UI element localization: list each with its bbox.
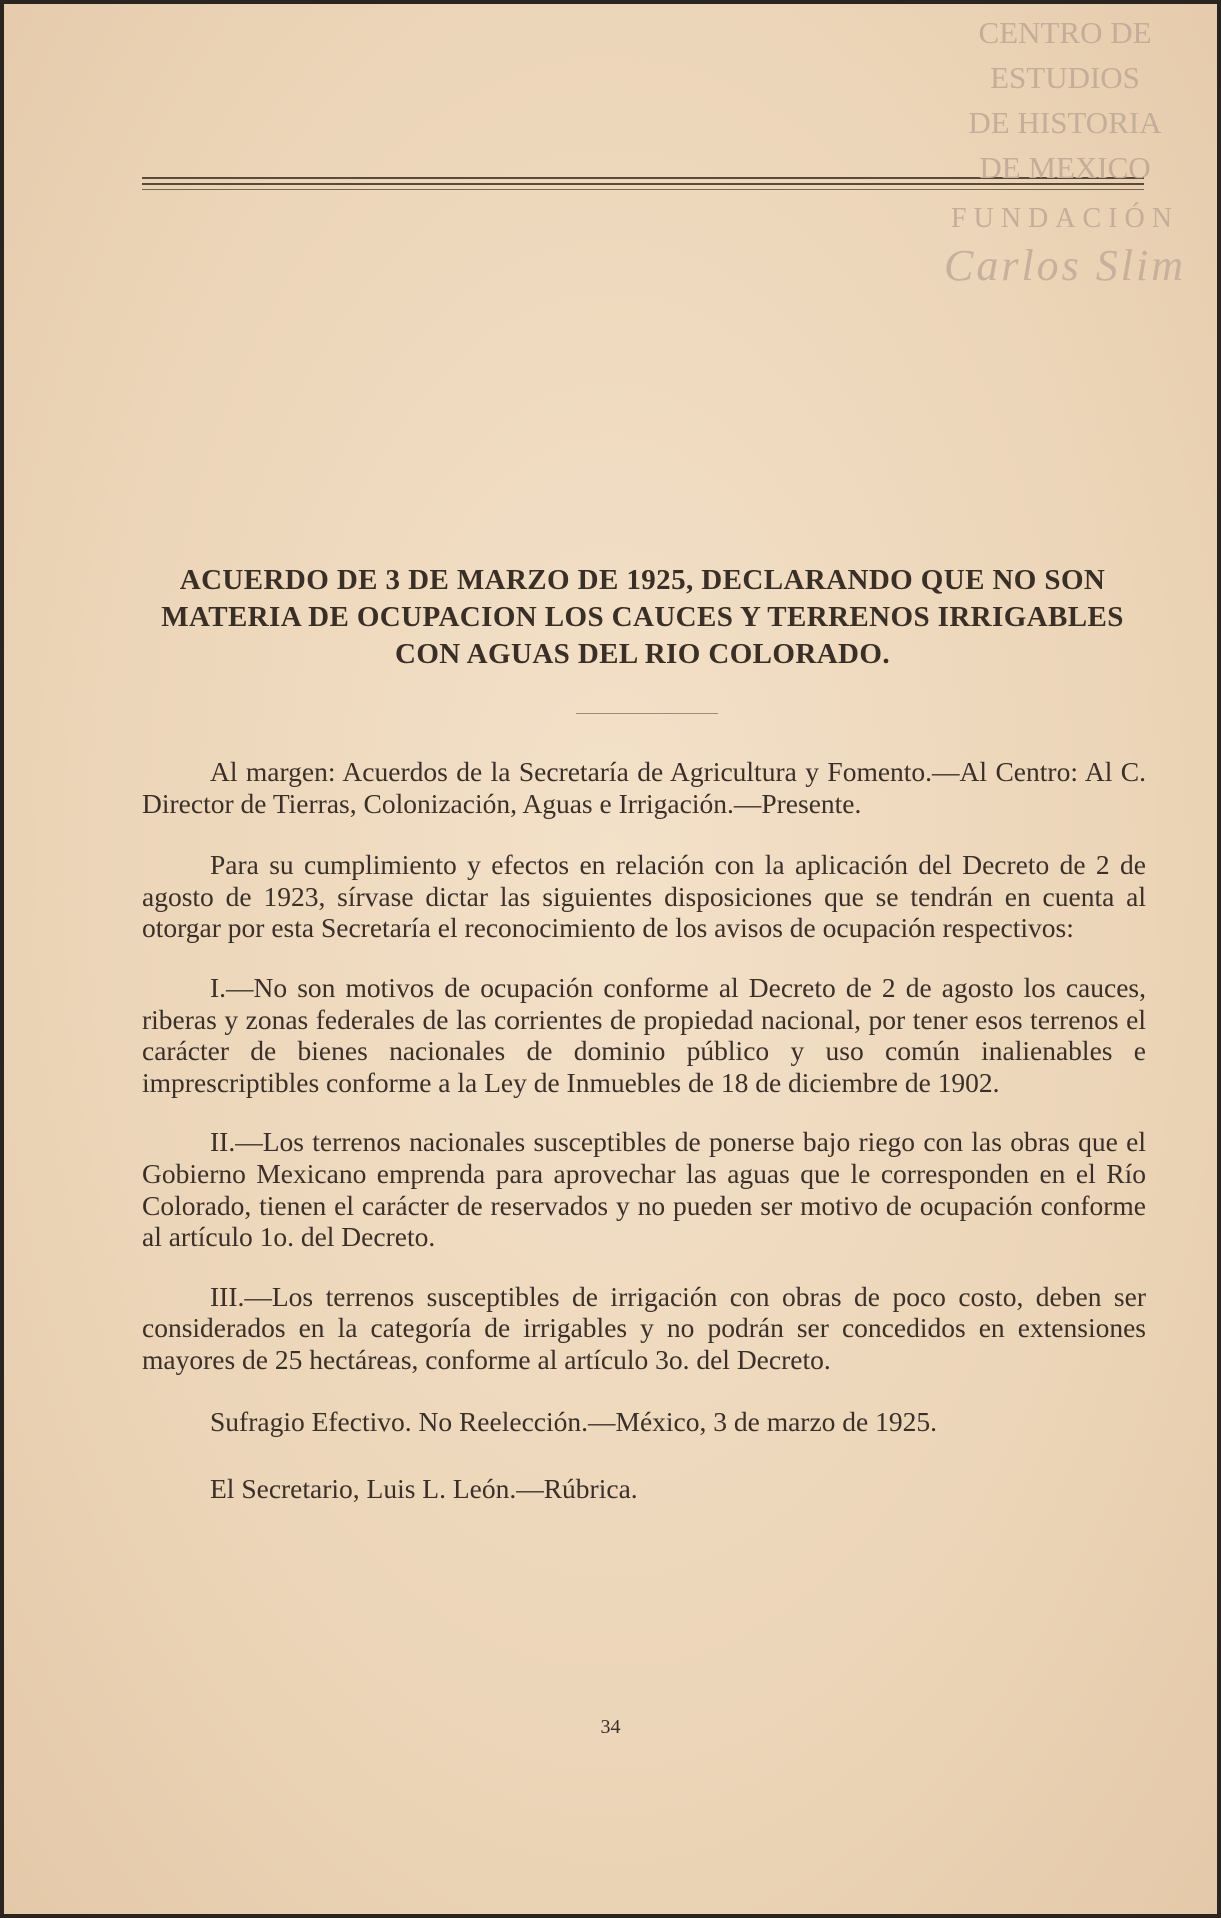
document-body	[142, 756, 1146, 1541]
archive-watermark	[935, 10, 1195, 288]
paragraph-margin-note: Al margen: Acuerdos de la Secretaría de Agricultura y Fomento.—Al Centro: Al C. Director de Tierras, Colonización, Aguas e Irrigación.—Presente.	[142, 756, 1146, 819]
watermark-line-2: ESTUDIOS	[990, 60, 1140, 95]
page-number: 34	[600, 1716, 621, 1738]
document-title: ACUERDO DE 3 DE MARZO DE 1925, DECLARANDO QUE NO SON MATERIA DE OCUPACION LOS CAUCES Y TERRENOS IRRIGABLES CON AGUAS DEL RIO COLORADO.	[161, 564, 1124, 670]
paragraph-article-iii: III.—Los terrenos susceptibles de irrigación con obras de poco costo, deben ser considerados en la categoría de irrigables y no podrán ser concedidos en extensiones mayores de 25 hectáreas, conforme al artículo 3o. del Decreto.	[142, 1280, 1146, 1375]
signature-line: El Secretario, Luis L. León.—Rúbrica.	[210, 1473, 638, 1505]
paragraph-instructions: Para su cumplimiento y efectos en relación con la aplicación del Decreto de 2 de agosto de 1923, sírvase dictar las siguientes disposiciones que se tendrán en cuenta al otorgar por esta Secretaría el reconocimiento de los avisos de ocupación respectivos:	[142, 849, 1146, 944]
watermark-line-1: CENTRO DE	[978, 15, 1152, 50]
title-divider	[576, 713, 718, 714]
watermark-line-4: DE MEXICO	[979, 150, 1151, 185]
paragraph-article-ii: II.—Los terrenos nacionales susceptibles de ponerse bajo riego con las obras que el Gobierno Mexicano emprenda para aprovechar las aguas que le corresponden en el Río Colorado, tienen el carácter de reservados y no pueden ser motivo de ocupación conforme al artículo 1o. del Decreto.	[142, 1126, 1146, 1253]
closing-line: Sufragio Efectivo. No Reelección.—México, 3 de marzo de 1925.	[210, 1405, 937, 1437]
watermark-foundation: FUNDACIÓN	[951, 203, 1179, 234]
paragraph-article-i: I.—No son motivos de ocupación conforme al Decreto de 2 de agosto los cauces, riberas y zonas federales de las corrientes de propiedad nacional, por tener esos terrenos el carácter de bienes nacionales de dominio público y uso común inalienables e imprescriptibles conforme a la Ley de Inmuebles de 18 de diciembre de 1902.	[142, 971, 1146, 1098]
document-page	[4, 4, 1217, 1914]
watermark-signature: Carlos Slim	[943, 241, 1187, 290]
watermark-line-3: DE HISTORIA	[968, 105, 1162, 140]
